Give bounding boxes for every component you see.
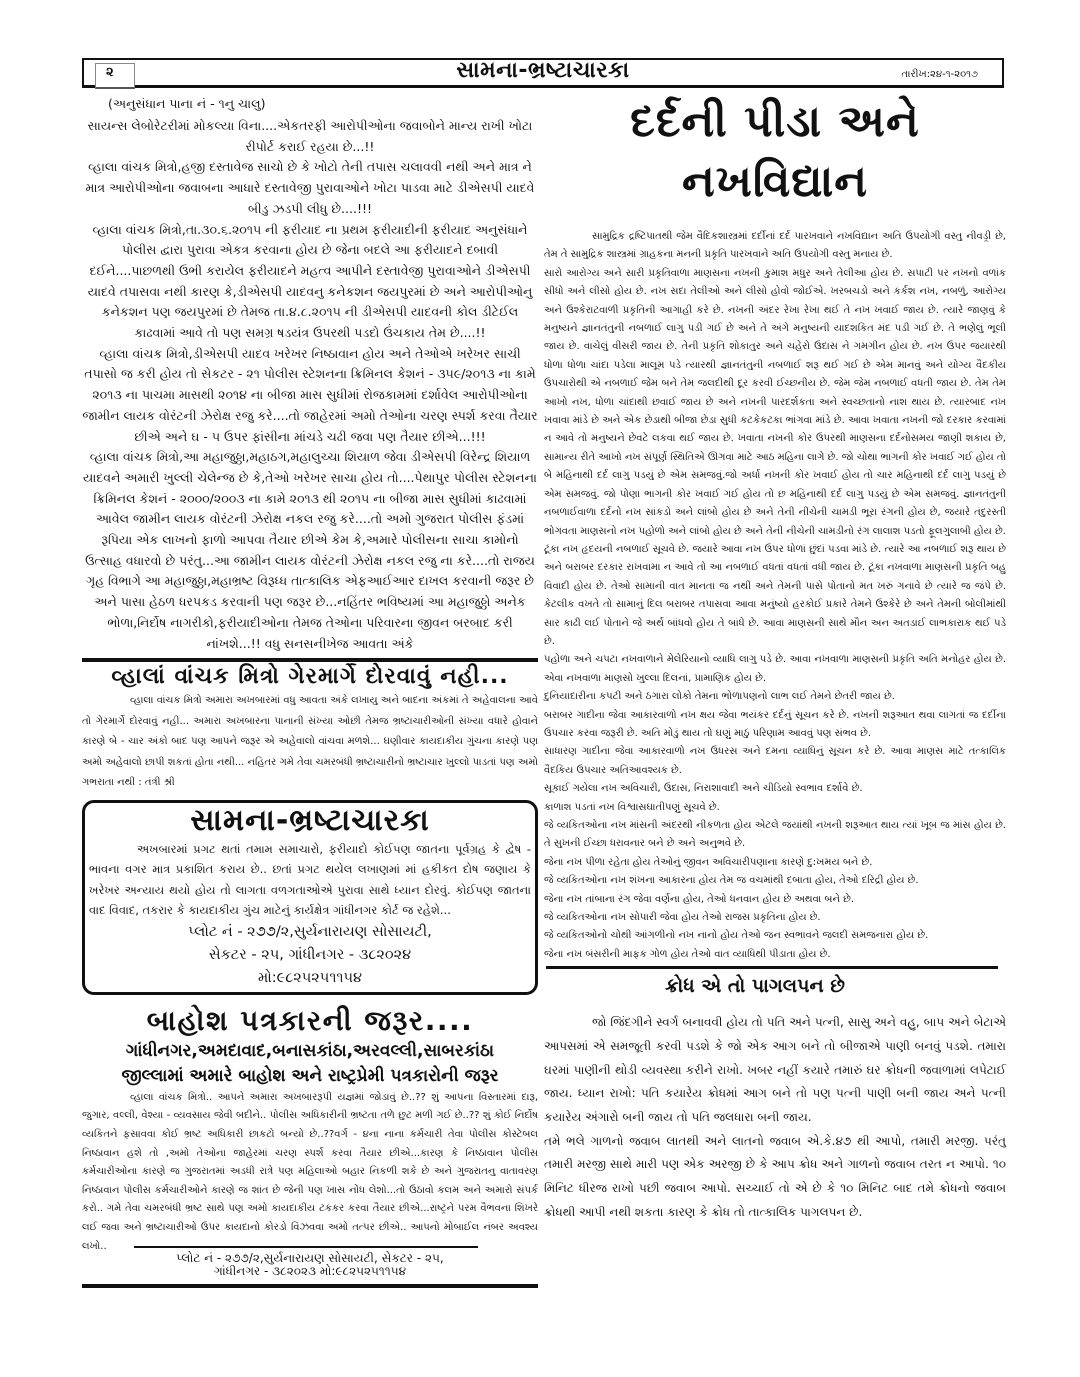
- address-line: ગાંધીનગર - ૩૮૨૦૨૩ મો:૯૮૨૫૨૫૧૧૫૪: [213, 1264, 407, 1279]
- article-paragraph: તમે ભલે ગાળનો જવાબ લાતથી અને લાતનો જવાબ એ.કે.૪૭ થી આપો, તમારી મરજી. પરંતુ તમારી મરજી સાથે મારી પણ એક અરજી છે કે આપ ક્રોધ અને ગાળનો જવાબ તરત ન આપો. ૧૦ મિનિટ ધીરજ રાખો પછી જવાબ આપો. સચ્ચાઈ તો એ છે કે ૧૦ મિનિટ બાદ તમે ક્રોધનો જવાબ ક્રોધથી આપી નથી શકતા કારણ કે ક્રોધ તો તાત્કાલિક પાગલપન છે.: [544, 1133, 1006, 1219]
- notice-text: વ્હાલા વાંચક મિત્રો અમારા અખબારમાં વધુ આવતા અંકે લખાયુ અને બાદના અંકમાં તે અહેવાલના આવે તો ગેરમાર્ગે દોરવાવું નહી... અમારા અખબારના પાનાની સંખ્યા ઓછી તેમજ ભ્રષ્ટાચારીઓની સંખ્યા વધારે હોવાને કારણે બે - ચાર અંકો બાદ પણ આપને જરૂર એ અહેવાલો વાંચવા મળશે... ઘણીવાર કાયદાકીય ગુંચના કારણે પણ અમો અહેવાલો છાપી શકતાં હોતા નથી... નહિતર ગમે તેવા ચમરબંધી ભ્રષ્ટાચારીનો ભ્રષ્ટાચાર ખુલ્લો પાડતાં પણ અમો ગભરાતા નથી : તંત્રી શ્રી: [82, 695, 538, 789]
- section-divider: [546, 966, 998, 969]
- nail-article: [544, 228, 1006, 964]
- article-paragraph: જેના નખ બંસરીની માફક ગોળ હોય તેઓ વાત વ્યાધિથી પીડાતા હોય છે.: [544, 948, 831, 960]
- recruit-subheading: જીલ્લામાં અમારે બાહોશ અને રાષ્ટ્રપ્રેમી પત્રકારોની જરૂર: [121, 1065, 499, 1086]
- krodh-article: [544, 1011, 1006, 1224]
- article-paragraph: સારો આરોગ્ય અને સારી પ્રકૃતિવાળા માણસના નખની કુમાશ મધુર અને તેલીઆ હોય છે. સપાટી પર નખનો વળાંક સીધો અને લીસો હોય છે. નખ સદા તેલીઓ અને લીસો હોવો જોઈએ. ખરબચડો અને કર્કશ નખ, નબળું, આરોગ્ય અને ઉશ્કેરાટવાળી પ્રકૃતિની આગાહી કરે છે. નખની અંદર રેખા રેખા થઈ તે નખ ખવાઈ જાય છે. ત્યારે જાણવું કે મનુષ્યને જ્ઞાનતંતુની નબળાઈ લાગુ પડી ગઈ છે અને તે અંગે મનુષ્યની યાદશકિત મંદ પડી ગઈ છે. તે ભણેલું ભૂલી જાય છે. વાચેલું વીસરી જાય છે. તેની પ્રકૃતિ શોકાતુર અને ચહેરો ઉદાસ ને ગમગીન હોય છે. નખ ઉપર જયારથી ધોળા ધોળા ચાંદા પડેલા માલૂમ પડે ત્યારથી જ્ઞાનતંતુની નબળાઈ શરૂ થઈ ગઈ છે એમ માનવું અને યોગ્ય વૈદકીય ઉપચારોથી એ નબળાઈ જેમ બને તેમ જલદીથી દૂર કરવી ઈચ્છનીય છે. જેમ જેમ નબળાઈ વધતી જાય છે. તેમ તેમ આખો નખ, ધોળા ચાંદાથી છવાઈ જાય છે અને નખની પારદર્શકતા અને સ્વચ્છતાનો નાશ થાય છે. ત્યારબાદ નખ ખવાવા માંડે છે અને એક છેડાથી બીજા છેડા સુધી કટકેકટકા ભાંગવા માંડે છે. આવા ખવાતા નખની જો દરકાર કરવામાં ન આવે તો મનુષ્યને છેવટે લકવા થઈ જાય છે. ખવાતા નખની કોર ઉપરથી માણસના દર્દનોસમય જાણી શકાય છે, સામાન્ય રીતે આખો નખ સંપૂર્ણ સ્થિતિએ ઊગવા માટે આઠ મહિના લાગે છે. જો ચોથા ભાગની કોર ખવાઈ ગઈ હોય તો બે મહિનાથી દર્દ લાગુ પડયું છે એમ સમજવું.જો અર્ધા નખની કોર ખવાઈ હોય તો ચાર મહિનાથી દર્દ લાગુ પડયું છે એમ સમજવું. જો પોણા ભાગની કોર ખવાઈ ગઈ હોય તો છ મહિનાથી દર્દ લાગુ પડયું છે એમ સમજવું. જ્ઞાનતંતુની નબળાઈવાળા દર્દનો નખ સાંકડો અને લાંબો હોય છે અને તેની નીચેની ચામડી ભૂરા રંગની હોય છે, જયારે તંદુરસ્તી ભોગવતા માણસનો નખ પહોળો અને લાંબો હોય છે અને તેની નીચેની ચામડીનો રંગ લાલાશ પડતો ફૂલગુલાબી હોય છે.: [544, 267, 1006, 537]
- story-paragraph: વ્હાલા વાંચક મિત્રો,ડીએસપી યાદવ ખરેખર નિષ્ઠાવાન હોય અને તેઓએ ખરેખર સાચી તપાસો જ કરી હોય તો સેકટર - ૨૧ પોલીસ સ્ટેશનના ક્રિમિનલ કેશનં - ૩૫૯/૨૦૧૩ ના કામે ૨૦૧૩ ના પાચમા માસથી ૨૦૧૪ ના બીજા માસ સુધીમાં રોજકામમાં દર્શાવેલ આરોપીઓના જામીન લાયક વોરંટની ઝેરોક્ષ રજુ કરે....તો જાહેરમાં અમો તેઓના ચરણ સ્પર્શ કરવા તૈયાર છીએ અને ઘ - ૫ ઉપર ફાંસીના માંચડે ચઢી જવા પણ તૈયાર છીએ...!!!: [82, 345, 538, 444]
- article-paragraph: બરાબર ગાદીના જેવા આકારવાળો નખ ક્ષય જેવા ભયંકર દર્દનું સૂચન કરે છે. નખની શરૂઆત થવા લાગતાં જ દર્દીના ઉપચાર કરવા જરૂરી છે. અતિ મોડું થાય તો ઘણું માઠું પરિણામ આવવું પણ સંભવ છે.: [544, 709, 1006, 739]
- story-paragraph: વ્હાલા વાંચક મિત્રો,હજી દસ્તાવેજ સાચો છે કે ખોટો તેની તપાસ ચલાવવી નથી અને માત્ર ને માત્ર આરોપીઓના જવાબના આધારે દસ્તાવેજી પુરાવાઓને ખોટા પાડવા માટે ડીએસપી યાદવે બીડુ ઝડપી લીધુ છે....!!!: [85, 159, 535, 216]
- address-line: પ્લોટ નં - ૨૭૭/૨,સુર્યનારાયણ સોસાયટી,: [188, 923, 432, 940]
- recruit-heading: બાહોશ પત્રકારની જરૂર....: [146, 1003, 474, 1037]
- story-paragraph: વ્હાલા વાંચક મિત્રો,તા.૩૦.૬.૨૦૧૫ ની ફરીયાદ ના પ્રથમ ફરીયાદીની ફરીયાદ અનુસંધાને પોલીસ દ્વારા પુરાવા એકત્ર કરવાના હોય છે જેના બદલે આ ફરીયાદને દબાવી દઈને....પાછળથી ઉભી કરાયેલ ફરીયાદને મહત્વ આપીને દસ્તાવેજી પુરાવાઓને ડીએસપી યાદવે તપાસવા નથી કારણ કે,ડીએસપી યાદવનુ કનેકશન જયપુરમાં છે અને આરોપીઓનુ કનેકશન પણ જયપુરમાં છે તેમજ તા.૪.૮.૨૦૧૫ ની ડીએસપી યાદવની કોલ ડીટેઈલ કાઢવામાં આવે તો પણ સમગ્ર ષડયંત્ર ઉપરથી પડદો ઉંચકાય તેમ છે....!!: [87, 221, 533, 341]
- recruit-districts: ગાંધીનગર,અમદાવાદ,બનાસકાંઠા,અરવલ્લી,સાબરકાંઠા: [125, 1040, 495, 1061]
- article-paragraph: પહોળા અને ચપટા નખવાળાને મેલેરિયાનો વ્યાધિ લાગુ પડે છે. આવા નખવાળા માણસની પ્રકૃતિ અતિ મનોહર હોય છે. એવા નખવાળા માણસો ખુલ્લા દિલનાં, પ્રામાણિક હોય છે.: [544, 654, 1006, 684]
- left-column: [82, 92, 538, 1288]
- article-paragraph: જે વ્યકિતઓનો ચોથી આંગળીનો નખ નાનો હોય તેઓ જન સ્વભાવને જલદી સમજનારા હોય છે.: [544, 930, 929, 942]
- recruit-address: [82, 1252, 538, 1278]
- story-paragraph: સાયન્સ લેબોરેટરીમાં મોકલ્યા વિના....એકતરફી આરોપીઓના જવાબોને માન્ય રાખી ખોટા રીપોર્ટ કરાઈ રહયા છે...!!: [87, 118, 533, 154]
- page-number: ૨: [95, 63, 135, 89]
- notice-heading: વ્હાલાં વાંચક મિત્રો ગેરમાર્ગે દોરવાવું નહી...: [111, 664, 509, 690]
- article-headline: દર્દની પીડા અને નખવિદ્યાન: [630, 96, 920, 207]
- article-paragraph: દુનિયાદારીના કપટી અને ઠગારા લોકો તેમના ભોળાપણનો લાભ લઈ તેમને છેતરી જાય છે.: [544, 691, 895, 703]
- article-paragraph: જેના નખ પીળા રહેતા હોય તેઓનું જીવન અવિચારીપણાના કારણે દુ:ખમય બને છે.: [544, 856, 873, 868]
- address-line: પ્લોટ નં - ૨૭૭/૨,સુર્યનારાયણ સોસાયટી, સેકટર - ૨૫,: [176, 1251, 444, 1266]
- article-paragraph: જે વ્યકિતઓના નખ સોપારી જેવા હોય તેઓ રાજસ પ્રકૃતિના હોય છે.: [544, 912, 821, 924]
- continued-story: [82, 116, 538, 654]
- phone-line: મો:૯૮૨૫૨૫૧૧૫૪: [257, 969, 363, 986]
- bottom-rule: [82, 1284, 538, 1288]
- address-rule: [134, 1246, 478, 1248]
- article-paragraph: ટૂંકા નખ હૃદયની નબળાઈ સૂચવે છે. જયારે આવા નખ ઉપર ધોળાં છુંદાં પડવા માંડે છે. ત્યારે આ નબળાઈ શરૂ થાય છે અને બરાબર દરકાર રાખવામા ન આવે તો આ નબળાઈ વધતાં વધતાં વધી જાય છે. ટૂંકા નખવાળા માણસની પ્રકૃતિ બહુ વિવાદી હોય છે. તેઓ સામાની વાત માનતા જ નથી અને તેમની પાસે પોતાનો મત ખરું ગનાવે છે ત્યારે જ જંપે છે. કેટલીક વખતે તો સામાનું દિલ બરાબર તપાસવા આવા મનુંષ્યો હરકોઈ પ્રકારે તેમને ઉશ્કેરે છે અને તેમની બોલીમાંથી સાર કાઢી લઈ પોતાને જે અર્થ બાંધવો હોય તે બાંધે છે. આવા માણસની સાથે મૌન અન અતડાઈ લાભકારાક થઈ પડે છે.: [544, 543, 1006, 647]
- right-column: [544, 92, 1006, 1225]
- continuation-note: (અનુસંધાન પાના નં - ૧નુ ચાલુ): [108, 96, 266, 111]
- disclaimer-box: [82, 800, 538, 995]
- article-paragraph: સાધારણ ગાદીના જેવા આકારવાળો નખ ઉધરસ અને દમના વ્યાધિનું સૂચન કરે છે. આવા માણસ માટે તત્કાલિક વૈદકિય ઉપચાર અતિઆવશ્યક છે.: [544, 746, 1006, 776]
- article-paragraph: સામુદ્રિક દ્રષ્ટિપાતથી જેમ વૈદિકશાસ્ત્રમાં દર્દીનાં દર્દ પારખવાને નખવિદ્યાન અતિ ઉપયોગી વસ્તુ નીવડ્રી છે, તેમ તે સામુદ્રિક શાસ્ત્રમાં ગ્રાહકના મનની પ્રકૃતિ પારખવાને અતિ ઉપયોગી વસ્તુ મનાય છે.: [544, 231, 1006, 261]
- article-paragraph: જેના નખ તાંબાના રંગ જેવા વર્ણના હોય, તેઓ ધનવાન હોય છે અથવા બને છે.: [544, 893, 855, 905]
- story-paragraph: વ્હાલા વાંચક મિત્રો,આ મહાજુઠ્ઠા,મહાઠગ,મહાલુચ્ચા શિયાળ જેવા ડીએસપી વિરેન્દ્ર શિયાળ યાદવને અમારી ખુલ્લી ચેલેન્જ છે કે,તેઓ ખરેખર સાચા હોય તો....પેથાપુર પોલીસ સ્ટેશનના ક્રિમિનલ કેશનં - ૨૦૦૦/૨૦૦૩ ના કામે ૨૦૧૩ થી ૨૦૧૫ ના બીજા માસ સુધીમાં કાઢવામાં આવેલ જામીન લાયક વોરંટની ઝેરોક્ષ નકલ રજુ કરે....તો અમો ગુજરાત પોલીસ ફંડમાં રૂપિયા એક લાખનો ફાળો આપવા તૈયાર છીએ કેમ કે,અમારે પોલીસના સાચા કામોનો ઉત્સાહ વધારવો છે પરંતુ...આ જામીન લાયક વોરંટની ઝેરોક્ષ નકલ રજુ ના કરે....તો રાજય ગૃહ વિભાગે આ મહાજુઠ્ઠા,મહાભ્રષ્ટ વિરૂધ્ધ તાત્કાલિક એફઆઈઆર દાખલ કરવાની જરૂર છે અને પાસા હેઠળ ધરપકડ કરવાની પણ જરૂર છે...નહિંતર ભવિષ્યમાં આ મહાજુઠ્ઠો અનેક ભોળા,નિર્દોષ નાગરીકો,ફરીયાદીઓના તેમજ તેઓના પરિવારના જીવન બરબાદ કરી નાંખશે...!! વધુ સનસનીખેજ આવતા અંકે: [83, 449, 537, 651]
- article-paragraph: સૂકાઈ ગયેલા નખ અવિચારી, ઉદાસ, નિરાશાવાદી અને ચીડિયો સ્વભાવ દર્શાવે છે.: [544, 783, 863, 795]
- article-paragraph: જો જિંદગીને સ્વર્ગ બનાવવી હોય તો પતિ અને પત્ની, સાસુ અને વહુ, બાપ અને બેટાએ આપસમાં એ સમજૂતી કરવી પડશે કે જો એક આગ બને તો બીજાએ પાણી બનવું પડશે. તમારા ઘરમાં પાણીની થોડી વ્યવસ્થા કરીને રાખો. ખબર નહીં કયારે તમારું ઘર ક્રોધની જવાળામાં લપેટાઈ જાય. ધ્યાન રાખો: પતિ કયારેય ક્રોધમાં આગ બને તો પણ પત્ની પાણી બની જાય અને પત્ની કયારેય અંગારો બની જાય તો પતિ જલધારા બની જાય.: [544, 1015, 1006, 1125]
- disclaimer-title: સામના-ભ્રષ્ટાચારકા: [190, 802, 430, 838]
- issue-date: તારીખ:૨૪-૧-૨૦૧૭: [901, 69, 978, 80]
- newspaper-page: [82, 58, 1010, 1358]
- masthead: [82, 58, 1004, 88]
- recruit-text: વ્હાલા વાંચક મિત્રો.. આપને અમારા અખબારરૂપી યજ્ઞમાં જોડાવું છે..?? શું આપના વિસ્તારમાં દારૂ, જુગાર, વલ્લી, વેશ્યા - વ્યવસાય જેવી બદીને.. પોલીસ અધિકારીની ભ્રષ્ટતા તળે છુટ મળી ગઈ છે..?? શું કોઈ નિર્દોષ વ્યકિતને ફસાવવા કોઈ ભ્રષ્ટ અધિકારી છાકટો બન્યો છે..??વર્ગ - ૪ના નાના કર્મચારી તેવા પોલીસ કોસ્ટેબલ નિષ્ઠાવાન હશે તો ,અમો તેઓના જાહેરમાં ચરણ સ્પર્શ કરવા તૈયાર છીએ...કારણ કે નિષ્ઠાવાન પોલીસ કર્મચારીઓના કારણે જ ગુજરાતમાં અડધી રાત્રે પણ મહિલાઓ બહાર નિકળી શકે છે અને ગુજરાતનુ વાતાવરણ નિષ્ઠાવાન પોલીસ કર્મચારીઓને કારણે જ શાંત છે જેની પણ ખાસ નોંધ લેશો...તો ઉઠાવો કલમ અને અમારો સંપર્ક કરો.. ગમે તેવા ચમરબંધી ભ્રષ્ટ સાથે પણ અમો કાયદાકીય ટકકર કરવા તૈયાર છીએ...રાષ્ટ્રને પરમ વૈભવના શિખરે લઈ જવા અને ભ્રષ્ટાચારીઓ ઉપર કાયદાનો કોરડો વિંઝવવા અમો તત્પર છીએ.. આપનો મોબાઈલ નંબર અવશ્ય લખો..: [82, 1091, 538, 1252]
- disclaimer-text: અખબારમાં પ્રગટ થતાં તમામ સમાચારો, ફરીયાદો કોઈપણ જાતના પૂર્વગ્રહ કે દ્વેષ - ભાવના વગર માત્ર પ્રકાશિત કરાય છે.. છતાં પ્રગટ થયેલ લખાણમાં માં હકીકત દોષ જણાય કે ખરેખર અન્યાય થયો હોય તો લાગતા વળગતાઓએ પુરાવા સાથે ધ્યાન દોરવું. કોઈપણ જાતના વાદ વિવાદ, તકરાર કે કાયદાકીય ગુંચ માટેનું કાર્યક્ષેત્ર ગાંધીનગર કોર્ટ જ રહેશે...: [89, 841, 531, 918]
- krodh-heading: ક્રોધ એ તો પાગલપન છે: [665, 975, 845, 998]
- newspaper-title: સામના-ભ્રષ્ટાચારકા: [456, 58, 630, 83]
- article-paragraph: જે વ્યકિતઓના નખ શંખના આકારના હોય તેમ જ વચમાંથી દબાતા હોય, તેઓ દરિદ્રી હોય છે.: [544, 875, 919, 887]
- address-line: સેકટર - ૨૫, ગાંધીનગર - ૩૮૨૦૨૪: [208, 946, 412, 963]
- article-paragraph: કાળાશ પડતાં નખ વિશ્વાસઘાતીપણું સૂચવે છે.: [544, 801, 720, 813]
- section-divider: [82, 658, 538, 662]
- article-paragraph: જે વ્યકિતઓના નખ માંસની અંદરથી નીકળતા હોય એટલે જયાંથી નખની શરૂઆત થાય ત્યાં ખૂબ જ માંસ હોય છે. તે સુખની ઈચ્છા ધરાવનાર બને છે અને અનુભવે છે.: [544, 820, 1006, 850]
